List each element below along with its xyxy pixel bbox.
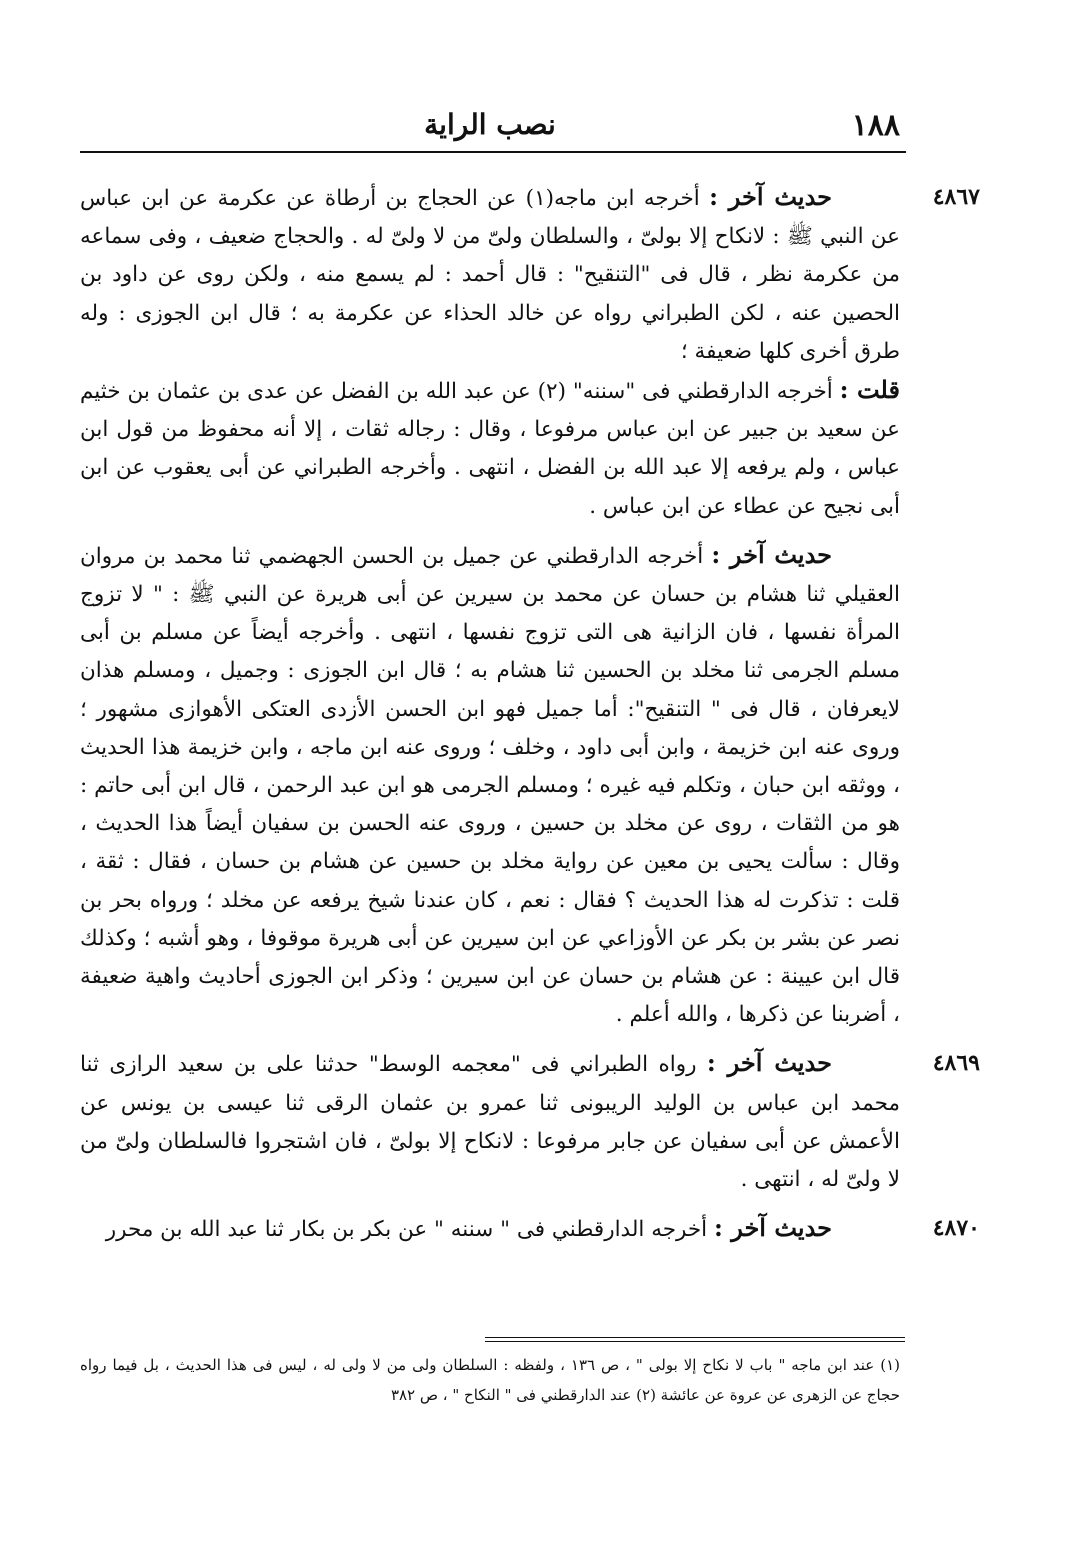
page-header — [80, 108, 900, 148]
entry-text: أخرجه الدارقطني فى "سننه" (٢) عن عبد الله بن الفضل عن عدى بن عثمان بن خثيم عن سعيد بن جبير عن ابن عباس مرفوعا ، وقال : رجاله ثقات ، إلا أنه محفوظ من قول ابن عباس ، ولم يرفعه إلا عبد الله بن الفضل ، انتهى . وأخرجه الطبراني عن أبى يعقوب عن ابن أبى نجيح عن عطاء عن ابن عباس . — [80, 379, 900, 519]
entry-lead: حديث آخر : — [706, 1048, 832, 1078]
hadith-number: ٤٨٦٧ — [932, 184, 980, 210]
hadith-number: ٤٨٦٩ — [932, 1050, 980, 1077]
entry-lead: قلت : — [839, 375, 900, 405]
header-rule — [80, 151, 906, 153]
main-text — [80, 178, 980, 1249]
entry-text: أخرجه الدارقطني عن جميل بن الحسن الجهضمي ثنا محمد بن مروان العقيلي ثنا هشام بن حسان عن محمد بن سيرين عن أبى هريرة عن النبي ﷺ : " لا تزوج المرأة نفسها ، فان الزانية هى التى تزوج نفسها ، انتهى . وأخرجه أيضاً عن مسلم بن أبى مسلم الجرمى ثنا مخلد بن الحسين ثنا هشام به ؛ قال ابن الجوزى : وجميل ، ومسلم هذان لايعرفان ، قال فى " التنقيح": أما جميل فهو ابن الحسن الأزدى العتكى الأهوازى مشهور ؛ وروى عنه ابن خزيمة ، وابن أبى داود ، وخلف ؛ وروى عنه ابن ماجه ، وابن خزيمة هذا الحديث ، ووثقه ابن حبان ، وتكلم فيه غيره ؛ ومسلم الجرمى هو ابن عبد الرحمن ، قال ابن أبى حاتم : هو من الثقات ، روى عن مخلد بن حسين ، وروى عنه الحسن بن سفيان أيضاً هذا الحديث ، وقال : سألت يحيى بن معين عن رواية مخلد بن حسين عن هشام بن حسان ، فقال : ثقة ، قلت : تذكرت له هذا الحديث ؟ فقال : نعم ، كان عندنا شيخ يرفعه عن مخلد ؛ ورواه بحر بن نصر عن بشر بن بكر عن الأوزاعي عن ابن سيرين عن أبى هريرة موقوفا ، وهو أشبه ؛ وكذلك قال ابن عيينة : عن هشام بن حسان عن ابن سيرين ؛ وذكر ابن الجوزى أحاديث واهية ضعيفة ، أضربنا عن ذكرها ، والله أعلم . — [80, 543, 900, 1028]
footnote-rule — [485, 1337, 905, 1342]
entry-lead: حديث آخر : — [711, 539, 832, 569]
entry-text: رواه الطبراني فى "معجمه الوسط" حدثنا على بن سعيد الرازى ثنا محمد ابن عباس بن الوليد الريبونى ثنا عمرو بن عثمان الرقى ثنا عيسى بن يونس عن الأعمش عن أبى سفيان عن جابر مرفوعا : لانكاح إلا بولىّ ، فان اشتجروا فالسلطان ولىّ من لا ولىّ له ، انتهى . — [80, 1052, 900, 1193]
entry-lead: حديث آخر : — [709, 182, 833, 211]
entry-text: أخرجه ابن ماجه(١) عن الحجاج بن أرطاة عن عكرمة عن ابن عباس عن النبي ﷺ : لانكاح إلا بولىّ ، والسلطان ولىّ من لا ولىّ له . والحجاج ضعيف ، وفى سماعه من عكرمة نظر ، قال فى "التنقيح" : قال أحمد : لم يسمع منه ، ولكن روى عن داود بن الحصين عنه ، لكن الطبراني رواه عن خالد الحذاء عن عكرمة به ؛ قال ابن الجوزى : وله طرق أخرى كلها ضعيفة ؛ — [80, 186, 900, 364]
hadith-number: ٤٨٧٠ — [932, 1215, 980, 1242]
footnotes: (١) عند ابن ماجه " باب لا نكاح إلا بولى " ، ص ١٣٦ ، ولفظه : السلطان ولى من لا ولى له ، ليس فى هذا الحديث ، بل فيما رواه حجاج عن الزهرى عن عروة عن عائشة (٢) عند الدارقطني فى " النكاح " ، ص ٣٨٢ — [80, 1356, 900, 1404]
entry-lead: حديث آخر : — [714, 1213, 832, 1243]
hadith-entry — [80, 1044, 980, 1199]
entry-text: أخرجه الدارقطني فى " سننه " عن بكر بن بكار ثنا عبد الله بن محرر — [105, 1217, 708, 1243]
page-number: ١٨٨ — [851, 108, 900, 143]
hadith-entry — [80, 1209, 980, 1249]
hadith-entry — [80, 178, 980, 371]
hadith-entry — [80, 536, 900, 1035]
hadith-entry — [80, 371, 900, 526]
running-title: نصب الراية — [424, 108, 556, 141]
